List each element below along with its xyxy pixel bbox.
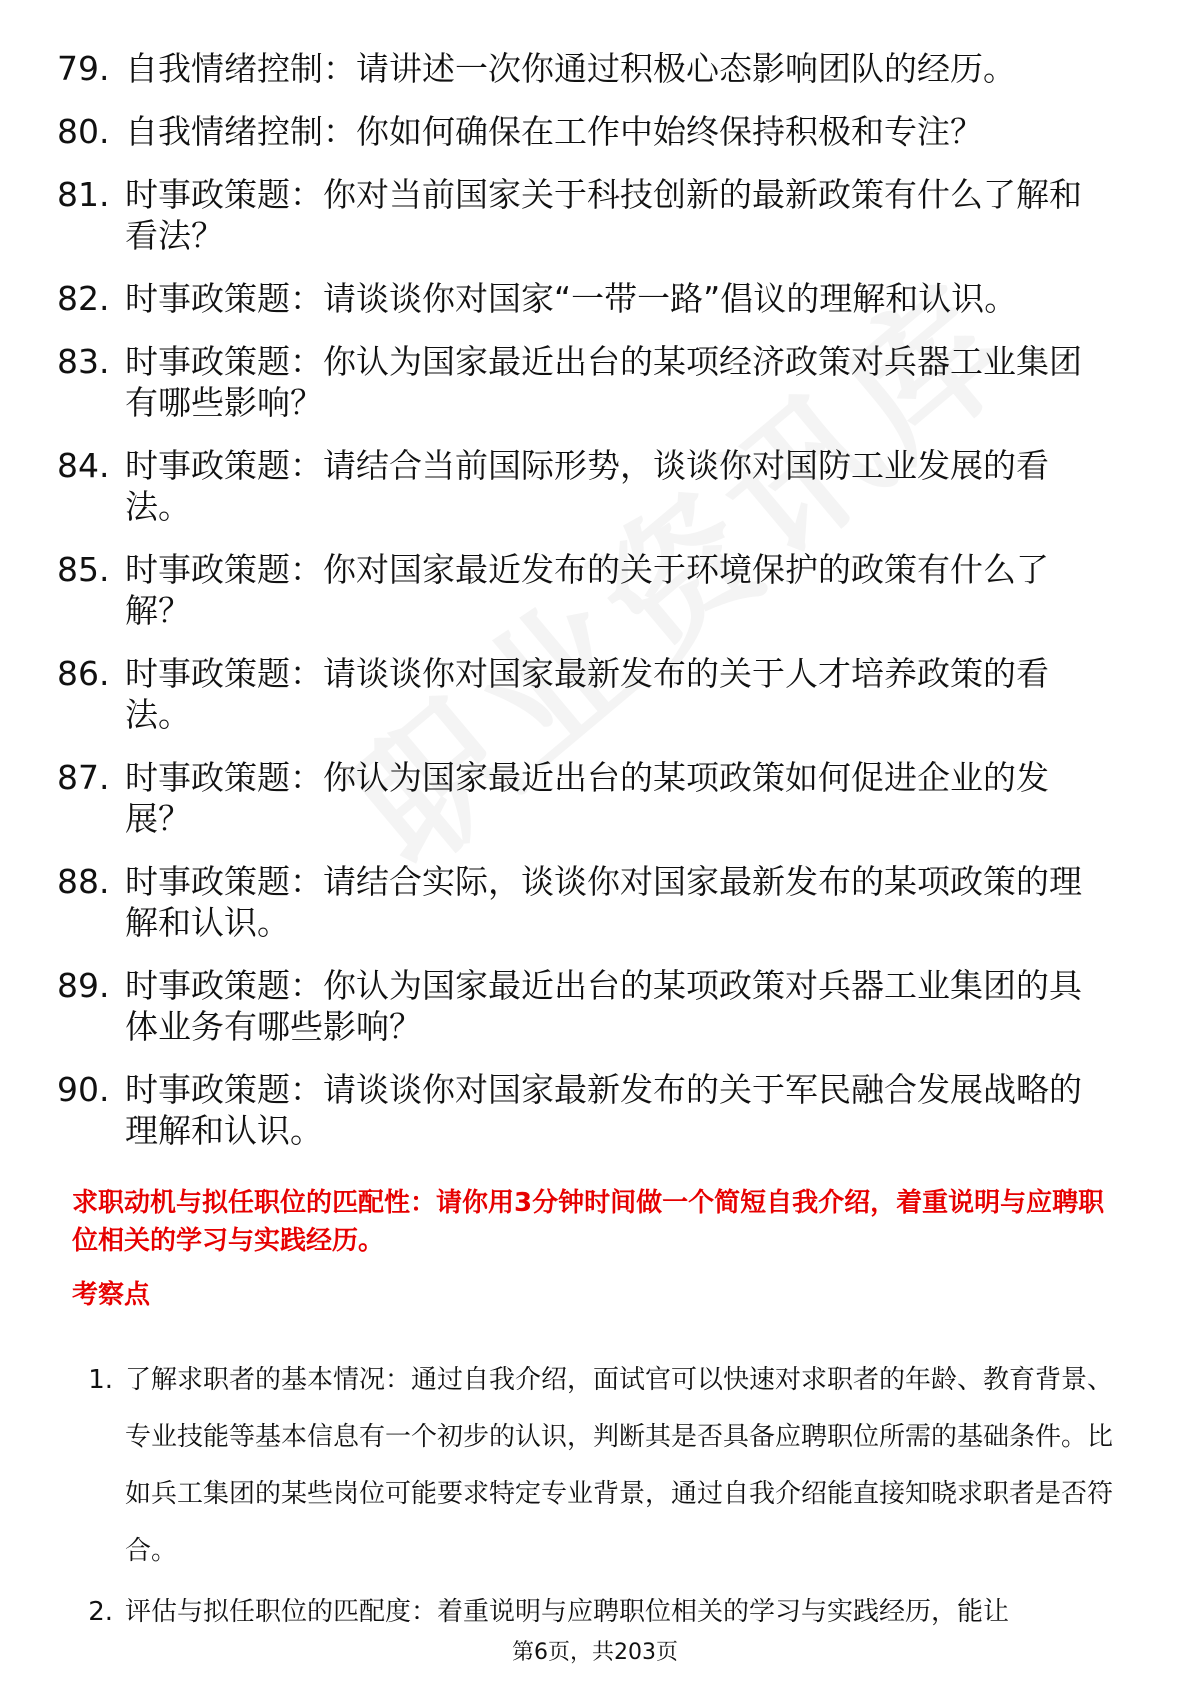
- question-text: 时事政策题：请谈谈你对国家最新发布的关于军民融合发展战略的理解和认识。: [125, 1070, 1082, 1150]
- list-item: [0, 445, 1190, 527]
- question-text: 时事政策题：你认为国家最近出台的某项经济政策对兵器工业集团有哪些影响？: [125, 342, 1082, 422]
- list-item: [0, 174, 1190, 256]
- page-footer: 第6页，共203页: [512, 1640, 678, 1665]
- question-text: 时事政策题：请谈谈你对国家最新发布的关于人才培养政策的看法。: [125, 654, 1049, 734]
- question-text: 时事政策题：你对国家最近发布的关于环境保护的政策有什么了解？: [125, 550, 1049, 630]
- question-text: 时事政策题：你对当前国家关于科技创新的最新政策有什么了解和看法？: [125, 175, 1082, 255]
- question-number: 79.: [57, 49, 110, 88]
- question-number: 88.: [57, 862, 110, 901]
- list-item: [0, 757, 1190, 839]
- point-text: 评估与拟任职位的匹配度：着重说明与应聘职位相关的学习与实践经历，能让: [125, 1597, 1010, 1627]
- question-number: 83.: [57, 342, 110, 381]
- list-item: [0, 549, 1190, 631]
- question-number: 85.: [57, 550, 110, 589]
- list-item: [0, 341, 1190, 423]
- question-number: 80.: [57, 112, 110, 151]
- question-text: 时事政策题：你认为国家最近出台的某项政策如何促进企业的发展？: [125, 758, 1049, 838]
- question-text: 自我情绪控制：你如何确保在工作中始终保持积极和专注？: [125, 112, 983, 151]
- list-item: [0, 861, 1190, 943]
- question-number: 84.: [57, 446, 110, 485]
- question-text: 时事政策题：请结合当前国际形势，谈谈你对国防工业发展的看法。: [125, 446, 1049, 526]
- list-item: [0, 965, 1190, 1047]
- question-number: 82.: [57, 279, 110, 318]
- question-number: 81.: [57, 175, 110, 214]
- question-number: 87.: [57, 758, 110, 797]
- question-number: 90.: [57, 1070, 110, 1109]
- question-number: 86.: [57, 654, 110, 693]
- list-item: [0, 1584, 1190, 1641]
- list-item: [0, 653, 1190, 735]
- section-subheading: 考察点: [72, 1280, 151, 1310]
- question-text: 时事政策题：你认为国家最近出台的某项政策对兵器工业集团的具体业务有哪些影响？: [125, 966, 1082, 1046]
- list-item: [0, 1352, 1190, 1580]
- point-text: 了解求职者的基本情况：通过自我介绍，面试官可以快速对求职者的年龄、教育背景、专业技能等基本信息有一个初步的认识，判断其是否具备应聘职位所需的基础条件。比如兵工集团的某些岗位可能要求特定专业背景，通过自我介绍能直接知晓求职者是否符合。: [125, 1365, 1114, 1566]
- question-number: 89.: [57, 966, 110, 1005]
- list-item: [0, 278, 1190, 319]
- question-text: 自我情绪控制：请讲述一次你通过积极心态影响团队的经历。: [125, 49, 1016, 88]
- question-list: [0, 48, 1190, 1173]
- list-item: [0, 48, 1190, 89]
- question-text: 时事政策题：请谈谈你对国家“一带一路”倡议的理解和认识。: [125, 279, 1018, 318]
- list-item: [0, 1069, 1190, 1151]
- section-heading: 求职动机与拟任职位的匹配性：请你用3分钟时间做一个简短自我介绍，着重说明与应聘职位相关的学习与实践经历。: [72, 1188, 1105, 1256]
- point-number: 2.: [88, 1597, 113, 1627]
- point-number: 1.: [88, 1365, 113, 1395]
- assessment-points-list: [0, 1352, 1190, 1645]
- list-item: [0, 111, 1190, 152]
- question-text: 时事政策题：请结合实际，谈谈你对国家最新发布的某项政策的理解和认识。: [125, 862, 1082, 942]
